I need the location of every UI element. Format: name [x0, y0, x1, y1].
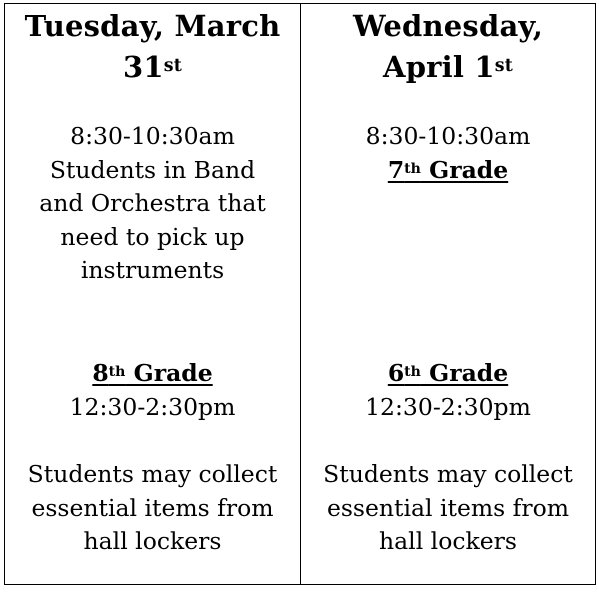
grade-suffix: th	[108, 364, 126, 381]
session-description-line: instruments	[80, 256, 225, 284]
morning-session-wednesday	[301, 120, 595, 187]
session-time: 8:30-10:30am	[70, 122, 235, 150]
column-wednesday	[300, 4, 595, 584]
header-day-suffix: st	[494, 55, 513, 76]
session-time: 8:30-10:30am	[365, 122, 531, 150]
header-date-line	[301, 47, 595, 88]
grade-suffix: th	[404, 160, 421, 177]
header-date: April 1	[383, 50, 495, 84]
grade-number: 6	[387, 359, 405, 387]
grade-label	[301, 154, 595, 188]
session-description-line: and Orchestra that	[39, 189, 266, 217]
note-line: essential items from	[326, 493, 570, 522]
note-line: Students may collect	[323, 460, 573, 488]
locker-note-tuesday	[5, 458, 300, 559]
header-date-line: Tuesday, March	[24, 9, 281, 43]
morning-session-tuesday	[5, 120, 300, 288]
header-weekday-line: Wednesday,	[352, 9, 544, 43]
note-line: essential items from	[31, 493, 274, 522]
column-tuesday	[5, 4, 300, 584]
grade-suffix: th	[404, 364, 421, 381]
grade-word: Grade	[420, 359, 509, 387]
header-day-number: 31	[123, 50, 164, 84]
column-header-tuesday	[5, 6, 300, 88]
column-header-wednesday	[301, 6, 595, 88]
afternoon-session-wednesday	[301, 357, 595, 424]
note-line: hall lockers	[379, 527, 517, 555]
session-description-line: Students in Band	[49, 155, 256, 184]
session-description-line: need to pick up	[60, 222, 245, 251]
grade-label	[5, 357, 300, 391]
locker-note-wednesday	[301, 458, 595, 559]
grade-number: 8	[92, 359, 109, 387]
grade-label	[301, 357, 595, 391]
session-time: 12:30-2:30pm	[365, 392, 531, 421]
grade-word: Grade	[125, 359, 213, 387]
header-day-line	[5, 47, 300, 88]
grade-number: 7	[387, 155, 405, 184]
note-line: Students may collect	[27, 460, 278, 488]
afternoon-session-tuesday	[5, 357, 300, 424]
note-line: hall lockers	[83, 527, 222, 555]
header-day-suffix: st	[163, 55, 182, 76]
schedule-table	[4, 3, 596, 585]
session-time: 12:30-2:30pm	[69, 392, 236, 421]
grade-word: Grade	[420, 155, 509, 184]
